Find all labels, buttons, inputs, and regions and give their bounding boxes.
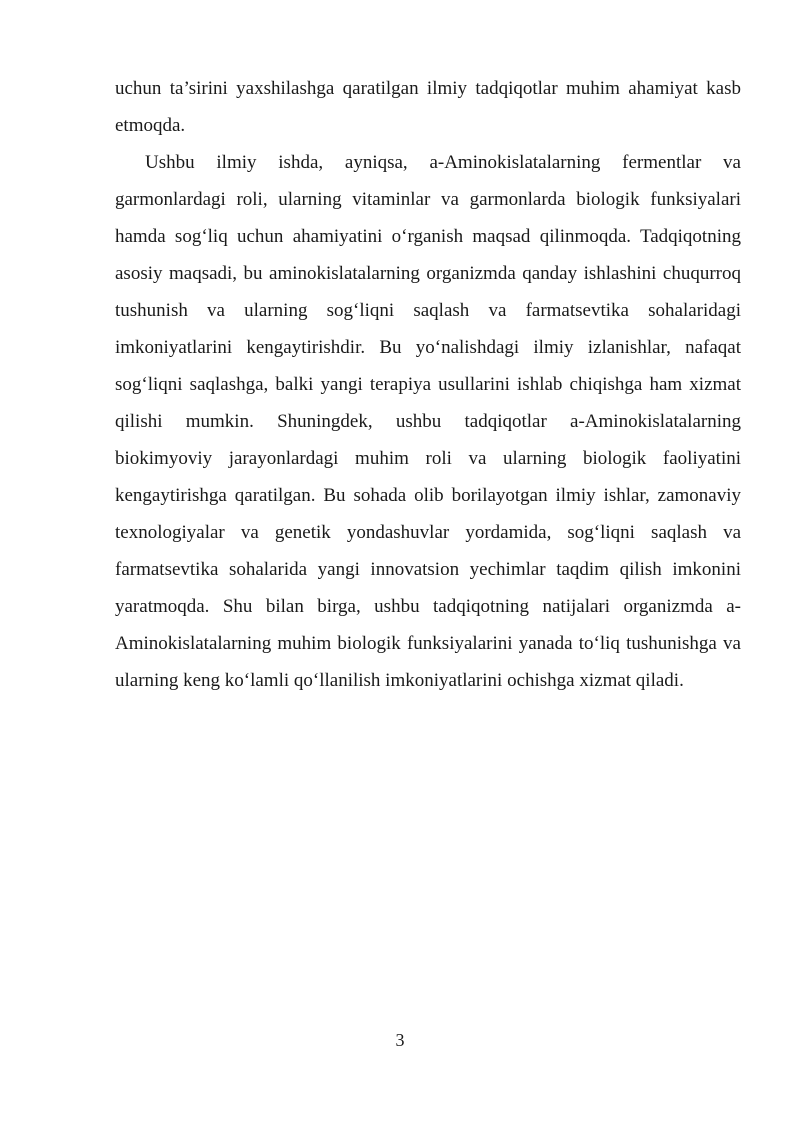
body-text <box>115 70 741 699</box>
paragraph-continuation: uchun ta’sirini yaxshilashga qaratilgan ilmiy tadqiqotlar muhim ahamiyat kasb etmoqda. <box>115 78 741 136</box>
paragraph-main: Ushbu ilmiy ishda, ayniqsa, a-Aminokislatalarning fermentlar va garmonlardagi roli, ularning vitaminlar va garmonlarda biologik funksiyalari hamda sog‘liq uchun ahamiyatini o‘rganish maqsad qilinmoqda. Tadqiqotning asosiy maqsadi, bu aminokislatalarning organizmda qanday ishlashini chuqurroq tushunish va ularning sog‘liqni saqlash va farmatsevtika sohalaridagi imkoniyatlarini kengaytirishdir. Bu yo‘nalishdagi ilmiy izlanishlar, nafaqat sog‘liqni saqlashga, balki yangi terapiya usullarini ishlab chiqishga ham xizmat qilishi mumkin. Shuningdek, ushbu tadqiqotlar a-Aminokislatalarning biokimyoviy jarayonlardagi muhim roli va ularning biologik faoliyatini kengaytirishga qaratilgan. Bu sohada olib borilayotgan ilmiy ishlar, zamonaviy texnologiyalar va genetik yondashuvlar yordamida, sog‘liqni saqlash va farmatsevtika sohalarida yangi innovatsion yechimlar taqdim qilish imkonini yaratmoqda. Shu bilan birga, ushbu tadqiqotning natijalari organizmda a-Aminokislatalarning muhim biologik funksiyalarini yanada to‘liq tushunishga va ularning keng ko‘lamli qo‘llanilish imkoniyatlarini ochishga xizmat qiladi. <box>115 152 741 691</box>
page-number: 3 <box>395 1030 405 1050</box>
